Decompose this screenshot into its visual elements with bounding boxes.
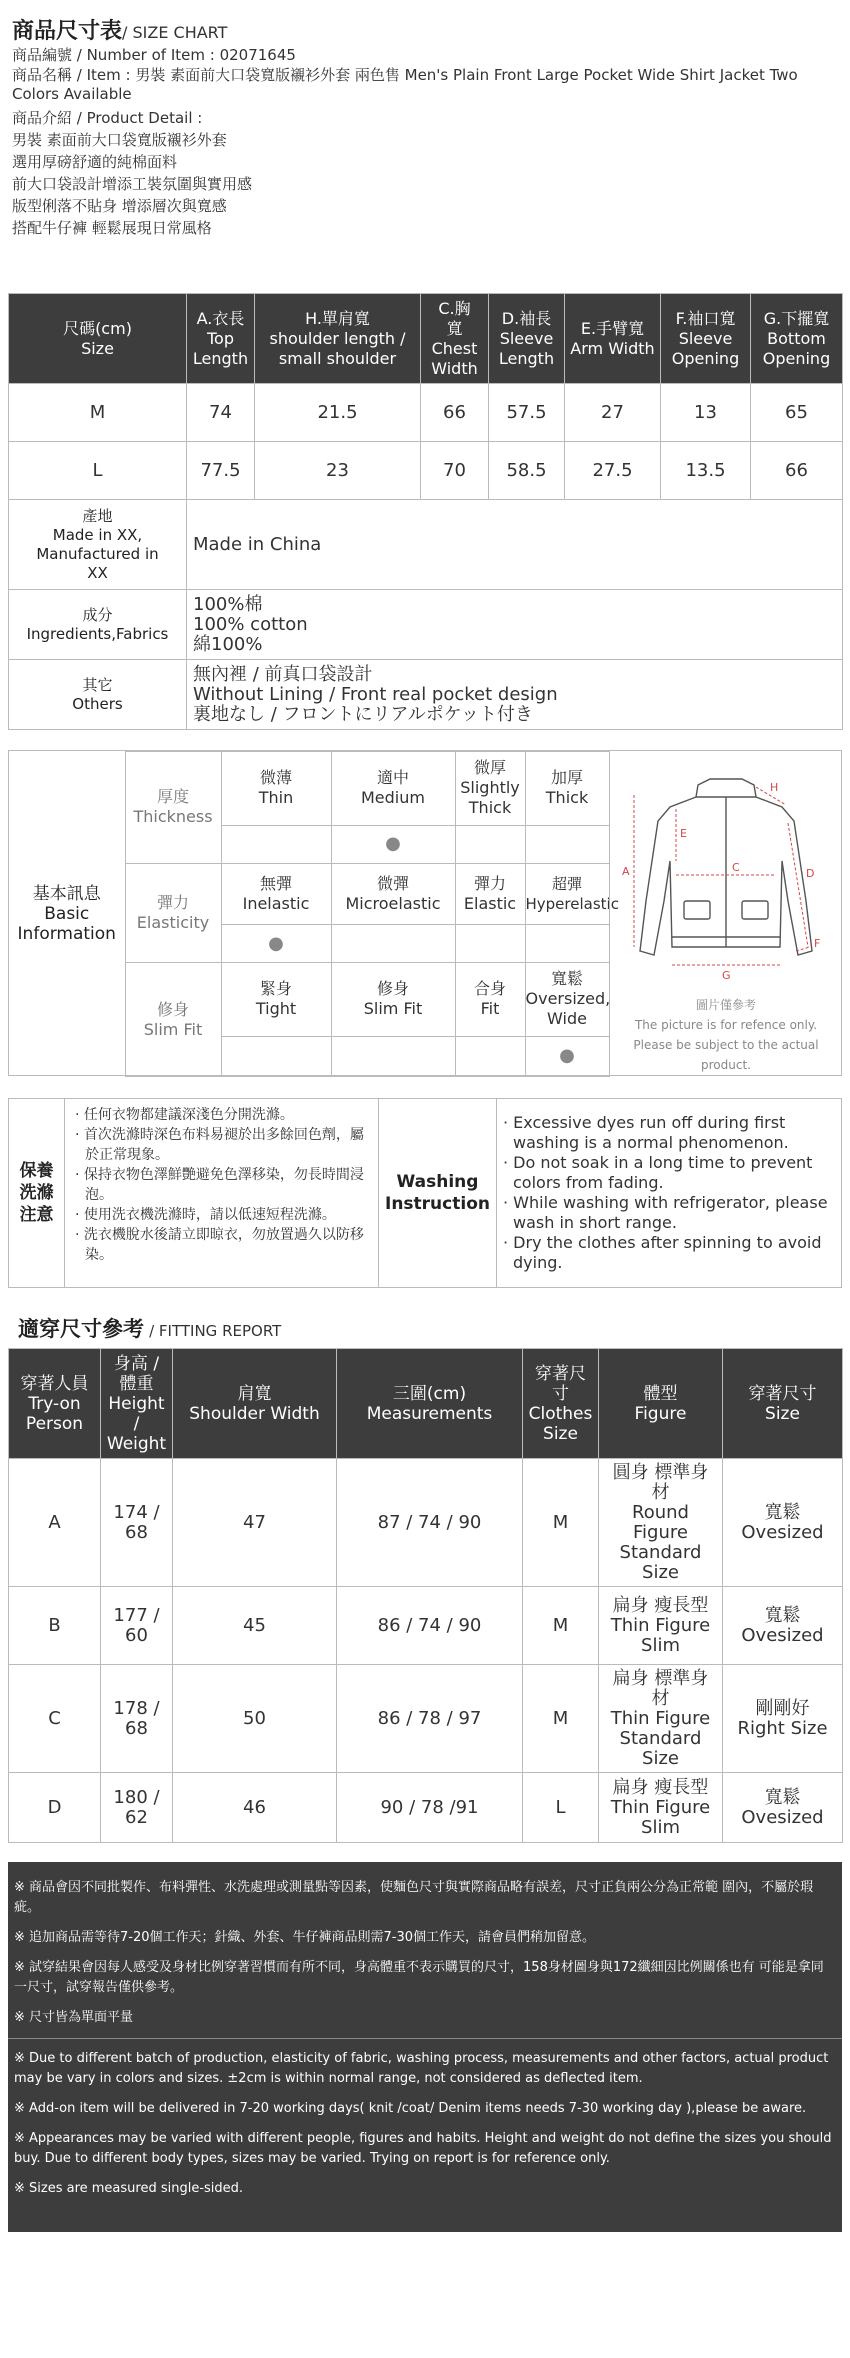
col-header-person: 穿著人員 Try-on Person <box>9 1349 101 1459</box>
thickness-dot-cell <box>525 825 609 863</box>
notes-en <box>8 2049 842 2199</box>
col-header-top-length: A.衣長 Top Length <box>187 294 255 384</box>
note-zh: ※ 追加商品需等待7-20個工作天；針織、外套、牛仔褲商品則需7-30個工作天，請會員們稍加留意。 <box>14 1930 596 1945</box>
others-row <box>9 660 843 730</box>
size-cell: L <box>9 442 187 500</box>
col-header-height-weight: 身高 / 體重 Height / Weight <box>101 1349 173 1459</box>
diagram-letter-g: G <box>722 969 731 982</box>
size-chart-title: 商品尺寸表 <box>12 19 123 44</box>
table-cell: 剛剛好 Right Size <box>723 1665 843 1773</box>
table-cell: 扁身 標準身 材 Thin Figure Standard Size <box>599 1665 723 1773</box>
thickness-dot-cell <box>455 825 525 863</box>
elasticity-option-elastic: 彈力 Elastic <box>455 863 525 924</box>
fit-dot-cell <box>221 1036 331 1076</box>
elasticity-option-microelastic: 微彈 Microelastic <box>331 863 455 924</box>
col-header-size: 尺碼(cm) Size <box>9 294 187 384</box>
notes-divider <box>8 2038 842 2039</box>
table-cell: 27 <box>565 384 661 442</box>
note-en: ※ Add-on item will be delivered in 7-20 working days( knit /coat/ Denim items needs 7-30 working day ),please be aware. <box>14 2101 807 2116</box>
washing-title-cell <box>379 1099 497 1287</box>
col-header-shoulder: H.單肩寬 shoulder length / small shoulder <box>255 294 421 384</box>
col-header-shoulder-width: 肩寬 Shoulder Width <box>173 1349 337 1459</box>
fabric-value: 100%棉 100% cotton 綿100% <box>187 590 843 660</box>
person-cell: A <box>9 1459 101 1587</box>
elasticity-dot-cell <box>455 925 525 963</box>
detail-line: 男裝 素面前大口袋寬版襯衫外套 <box>12 131 227 149</box>
thickness-dot-cell <box>331 825 455 863</box>
washing-zh-list <box>75 1105 372 1265</box>
washing-en-list <box>503 1113 835 1273</box>
origin-label: 產地 Made in XX, Manufactured in XX <box>9 500 187 590</box>
person-cell: B <box>9 1587 101 1665</box>
table-cell: M <box>523 1665 599 1773</box>
table-cell: 77.5 <box>187 442 255 500</box>
table-cell: 86 / 74 / 90 <box>337 1587 523 1665</box>
fit-dot-cell <box>331 1036 455 1076</box>
diagram-caption: 圖片僅參考 The picture is for refence only. Please be subject to the actual product. <box>633 998 819 1072</box>
origin-row <box>9 500 843 590</box>
table-cell: 177 / 60 <box>101 1587 173 1665</box>
fit-option-oversized: 寬鬆 Oversized, Wide <box>525 963 609 1037</box>
table-row <box>9 384 843 442</box>
detail-line: 版型俐落不貼身 增添層次與寬感 <box>12 197 227 215</box>
col-header-clothes-size: 穿著尺 寸 Clothes Size <box>523 1349 599 1459</box>
note-en: ※ Sizes are measured single-sided. <box>14 2181 244 2196</box>
table-cell: 58.5 <box>489 442 565 500</box>
fit-dot-cell <box>525 1036 609 1076</box>
list-item: · 任何衣物都建議深淺色分開洗滌。 <box>75 1107 294 1123</box>
col-header-chest: C.胸 寬 Chest Width <box>421 294 489 384</box>
table-cell: 27.5 <box>565 442 661 500</box>
fabric-label: 成分 Ingredients,Fabrics <box>9 590 187 660</box>
col-header-fit-size: 穿著尺寸 Size <box>723 1349 843 1459</box>
table-cell: 47 <box>173 1459 337 1587</box>
elasticity-dot-cell <box>221 925 331 963</box>
table-cell: M <box>523 1459 599 1587</box>
item-number: 商品編號 / Number of Item : 02071645 <box>12 46 296 64</box>
table-cell: 扁身 瘦長型 Thin Figure Slim <box>599 1587 723 1665</box>
table-cell: 180 / 62 <box>101 1773 173 1843</box>
list-item: · 保持衣物色澤鮮艷避免色澤移染，勿長時間浸泡。 <box>75 1167 364 1203</box>
table-cell: 178 / 68 <box>101 1665 173 1773</box>
table-cell: M <box>523 1587 599 1665</box>
list-item: · While washing with refrigerator, please wash in short range. <box>503 1193 828 1232</box>
col-header-sleeve-length: D.袖長 Sleeve Length <box>489 294 565 384</box>
others-value: 無內裡 / 前真口袋設計 Without Lining / Front real pocket design 裏地なし / フロントにリアルポケット付き <box>187 660 843 730</box>
table-cell: L <box>523 1773 599 1843</box>
jacket-diagram <box>610 751 842 991</box>
table-cell: 46 <box>173 1773 337 1843</box>
table-cell: 74 <box>187 384 255 442</box>
list-item: · 洗衣機脫水後請立即晾衣，勿放置過久以防移染。 <box>75 1227 364 1263</box>
table-cell: 23 <box>255 442 421 500</box>
table-cell: 扁身 瘦長型 Thin Figure Slim <box>599 1773 723 1843</box>
table-cell: 66 <box>421 384 489 442</box>
garment-diagram-panel <box>609 751 841 1077</box>
elasticity-dot-cell <box>331 925 455 963</box>
diagram-letter-e: E <box>680 827 687 840</box>
table-cell: 寬鬆 Ovesized <box>723 1459 843 1587</box>
table-cell: 21.5 <box>255 384 421 442</box>
diagram-letter-f: F <box>814 937 821 950</box>
fit-dot-cell <box>455 1036 525 1076</box>
size-cell: M <box>9 384 187 442</box>
table-cell: 50 <box>173 1665 337 1773</box>
thickness-label: 厚度 Thickness <box>125 752 221 864</box>
table-row <box>9 1665 843 1773</box>
list-item: · Dry the clothes after spinning to avoid dying. <box>503 1233 822 1272</box>
elasticity-option-inelastic: 無彈 Inelastic <box>221 863 331 924</box>
elasticity-dot-cell <box>525 925 609 963</box>
washing-title-en: Washing Instruction <box>385 1172 490 1214</box>
note-zh: ※ 尺寸皆為單面平量 <box>14 2010 134 2025</box>
detail-line: 選用厚磅舒適的純棉面料 <box>12 153 178 171</box>
table-cell: 65 <box>751 384 843 442</box>
col-header-sleeve-opening: F.袖口寬 Sleeve Opening <box>661 294 751 384</box>
selected-dot: ● <box>385 833 401 855</box>
size-table <box>8 293 843 730</box>
note-zh: ※ 試穿結果會因每人感受及身材比例穿著習慣而有所不同，身高體重不表示購買的尺寸，158身材圖身與172纖細因比例關係也有 可能是拿同一尺寸，試穿報告僅供參考。 <box>14 1960 824 1995</box>
diagram-letter-h: H <box>770 781 779 794</box>
selected-dot: ● <box>268 932 284 954</box>
table-cell: 13 <box>661 384 751 442</box>
table-cell: 45 <box>173 1587 337 1665</box>
fitting-table <box>8 1348 843 1843</box>
detail-line: 搭配牛仔褲 輕鬆展現日常風格 <box>12 219 212 237</box>
table-row <box>9 1459 843 1587</box>
fit-label: 修身 Slim Fit <box>125 963 221 1077</box>
diagram-letter-c: C <box>732 861 740 874</box>
thickness-option-thin: 微薄 Thin <box>221 752 331 826</box>
table-cell: 66 <box>751 442 843 500</box>
list-item: · Excessive dyes run off during first washing is a normal phenomenon. <box>503 1113 789 1152</box>
table-cell: 寬鬆 Ovesized <box>723 1773 843 1843</box>
washing-en-cell <box>497 1099 841 1287</box>
table-cell: 70 <box>421 442 489 500</box>
diagram-letter-d: D <box>806 867 815 880</box>
list-item: · 首次洗滌時深色布料易褪於出多餘回色劑，屬於正常現象。 <box>75 1127 364 1163</box>
note-en: ※ Appearances may be varied with different people, figures and habits. Height and weight do not define the sizes you should buy. Due to different body types, sizes may be varied. Trying on report is for reference only. <box>14 2131 832 2166</box>
notes-zh <box>8 1862 842 2028</box>
selected-dot: ● <box>559 1045 575 1067</box>
fitting-report-header <box>18 1313 281 1343</box>
thickness-option-thick: 加厚 Thick <box>525 752 609 826</box>
thickness-option-medium: 適中 Medium <box>331 752 455 826</box>
table-cell: 90 / 78 /91 <box>337 1773 523 1843</box>
thickness-option-slightly-thick: 微厚 Slightly Thick <box>455 752 525 826</box>
washing-zh-cell <box>65 1099 379 1287</box>
table-cell: 圓身 標準身 材 Round Figure Standard Size <box>599 1459 723 1587</box>
person-cell: D <box>9 1773 101 1843</box>
washing-label-cell <box>9 1099 65 1287</box>
table-row <box>9 1587 843 1665</box>
table-cell: 57.5 <box>489 384 565 442</box>
origin-value: Made in China <box>187 500 843 590</box>
size-chart-title-en: / SIZE CHART <box>122 23 228 42</box>
table-cell: 174 / 68 <box>101 1459 173 1587</box>
size-table-header-row <box>9 294 843 384</box>
washing-label: 保養 洗滌 注意 <box>19 1161 54 1225</box>
basic-information <box>8 750 842 1076</box>
note-en: ※ Due to different batch of production, elasticity of fabric, washing process, measurements and other factors, actual product may be vary in colors and sizes. ±2cm is within normal range, not considered as deflected item. <box>14 2051 829 2086</box>
col-header-measurements: 三圍(cm) Measurements <box>337 1349 523 1459</box>
table-cell: 13.5 <box>661 442 751 500</box>
item-name: 商品名稱 / Item : 男裝 素面前大口袋寬版襯衫外套 兩色售 Men's Plain Front Large Pocket Wide Shirt Jacket Two Colors Available <box>12 66 798 103</box>
person-cell: C <box>9 1665 101 1773</box>
fitting-header-row <box>9 1349 843 1459</box>
table-cell: 寬鬆 Ovesized <box>723 1587 843 1665</box>
fitting-title: 適穿尺寸參考 <box>18 1317 144 1341</box>
table-row <box>9 442 843 500</box>
table-cell: 86 / 78 / 97 <box>337 1665 523 1773</box>
col-header-figure: 體型 Figure <box>599 1349 723 1459</box>
note-zh: ※ 商品會因不同批製作、布料彈性、水洗處理或測量點等因素，使麵色尺寸與實際商品略有誤差，尺寸正負兩公分為正常範 圍內，不屬於瑕疵。 <box>14 1880 814 1915</box>
product-info <box>12 44 838 239</box>
notes-box <box>8 1862 842 2232</box>
detail-line: 前大口袋設計增添工裝氛圍與實用感 <box>12 175 253 193</box>
others-label: 其它 Others <box>9 660 187 730</box>
size-chart-header <box>12 14 227 45</box>
fit-option-tight: 緊身 Tight <box>221 963 331 1037</box>
elasticity-label: 彈力 Elasticity <box>125 863 221 962</box>
fabric-row <box>9 590 843 660</box>
col-header-bottom-opening: G.下擺寬 Bottom Opening <box>751 294 843 384</box>
detail-label: 商品介紹 / Product Detail : <box>12 109 203 127</box>
list-item: · 使用洗衣機洗滌時，請以低速短程洗滌。 <box>75 1207 336 1223</box>
basic-info-grid <box>9 751 619 1077</box>
col-header-arm-width: E.手臂寬 Arm Width <box>565 294 661 384</box>
table-cell: 87 / 74 / 90 <box>337 1459 523 1587</box>
list-item: · Do not soak in a long time to prevent colors from fading. <box>503 1153 813 1192</box>
washing-instruction <box>8 1098 842 1288</box>
thickness-dot-cell <box>221 825 331 863</box>
fitting-title-en: / FITTING REPORT <box>149 1322 282 1340</box>
elasticity-option-hyperelastic: 超彈 Hyperelastic <box>525 863 609 924</box>
table-row <box>9 1773 843 1843</box>
fit-option-fit: 合身 Fit <box>455 963 525 1037</box>
diagram-letter-a: A <box>622 865 630 878</box>
basic-info-title: 基本訊息 Basic Information <box>9 752 125 1077</box>
fit-option-slim-fit: 修身 Slim Fit <box>331 963 455 1037</box>
